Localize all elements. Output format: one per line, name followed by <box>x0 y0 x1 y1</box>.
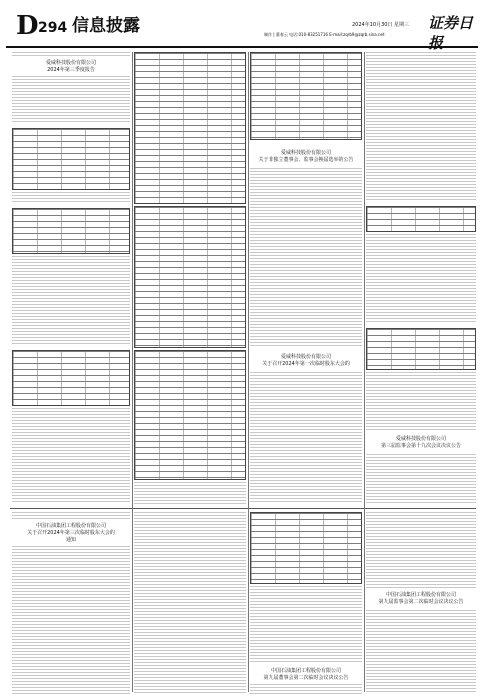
table-financial-summary <box>12 128 130 190</box>
table-cash-flow <box>134 350 246 480</box>
table-income-statement <box>134 206 246 348</box>
headline-a6-company: 爱威科技股份有限公司 <box>366 436 476 442</box>
headline-a7-title: 第九届监事会第二次临时会议决议公告 <box>366 599 476 605</box>
column-3 <box>250 52 362 504</box>
bottom-right <box>366 512 476 694</box>
headline-a5-title: 第九届董事会第二次临时会议决议公告 <box>250 675 362 681</box>
headline-a6-title: 第三届监事会第十九次会议决议公告 <box>366 443 476 449</box>
date-line: 2024年10月30日 星期三 <box>352 22 410 28</box>
headline-a1-company: 爱威科技股份有限公司 <box>12 60 130 66</box>
headline-a4-company: 中国石油集团工程股份有限公司 <box>12 523 130 529</box>
column-1 <box>12 52 130 504</box>
headline-a4-title: 关于召开2024年第三次临时股东大会的 <box>12 530 130 536</box>
table-nonrecurring-items <box>12 208 130 254</box>
bottom-left <box>12 512 130 694</box>
table-shareholders <box>12 350 130 406</box>
section-title: 信息披露 <box>72 16 140 36</box>
headline-a5-company: 中国石油集团工程股份有限公司 <box>250 668 362 674</box>
column-2 <box>134 52 246 504</box>
headline-a1-title: 2024年第三季度报告 <box>12 67 130 73</box>
bottom-middle-left <box>134 512 246 694</box>
headline-a2-company: 爱威科技股份有限公司 <box>250 150 362 156</box>
headline-a3-title: 关于召开2024年第一次临时股东大会的 <box>250 361 362 367</box>
headline-a7-company: 中国石油集团工程股份有限公司 <box>366 592 476 598</box>
column-4 <box>366 52 476 504</box>
table-candidate-list <box>366 328 476 370</box>
editor-line: 制作 | 董春云 电话:010-83251716 E-mail:zqrb9@zqrb.sina.net <box>264 32 385 37</box>
masthead <box>6 8 478 52</box>
headline-a2-title: 关于非独立董事会、监事会换届选举的公告 <box>250 157 362 163</box>
table-balance-sheet <box>134 52 246 204</box>
headline-a3-company: 爱威科技股份有限公司 <box>250 354 362 360</box>
page-number: 294 <box>38 20 68 36</box>
table-meeting-proposals <box>366 206 476 232</box>
table-voting-proposals <box>250 512 362 584</box>
table-cash-flow-continued <box>250 52 362 140</box>
page-letter: D <box>16 11 39 41</box>
bottom-middle-right <box>250 512 362 694</box>
headline-a4-subtitle: 通知 <box>12 537 130 543</box>
newspaper-logo: 证券日报 <box>428 14 474 52</box>
